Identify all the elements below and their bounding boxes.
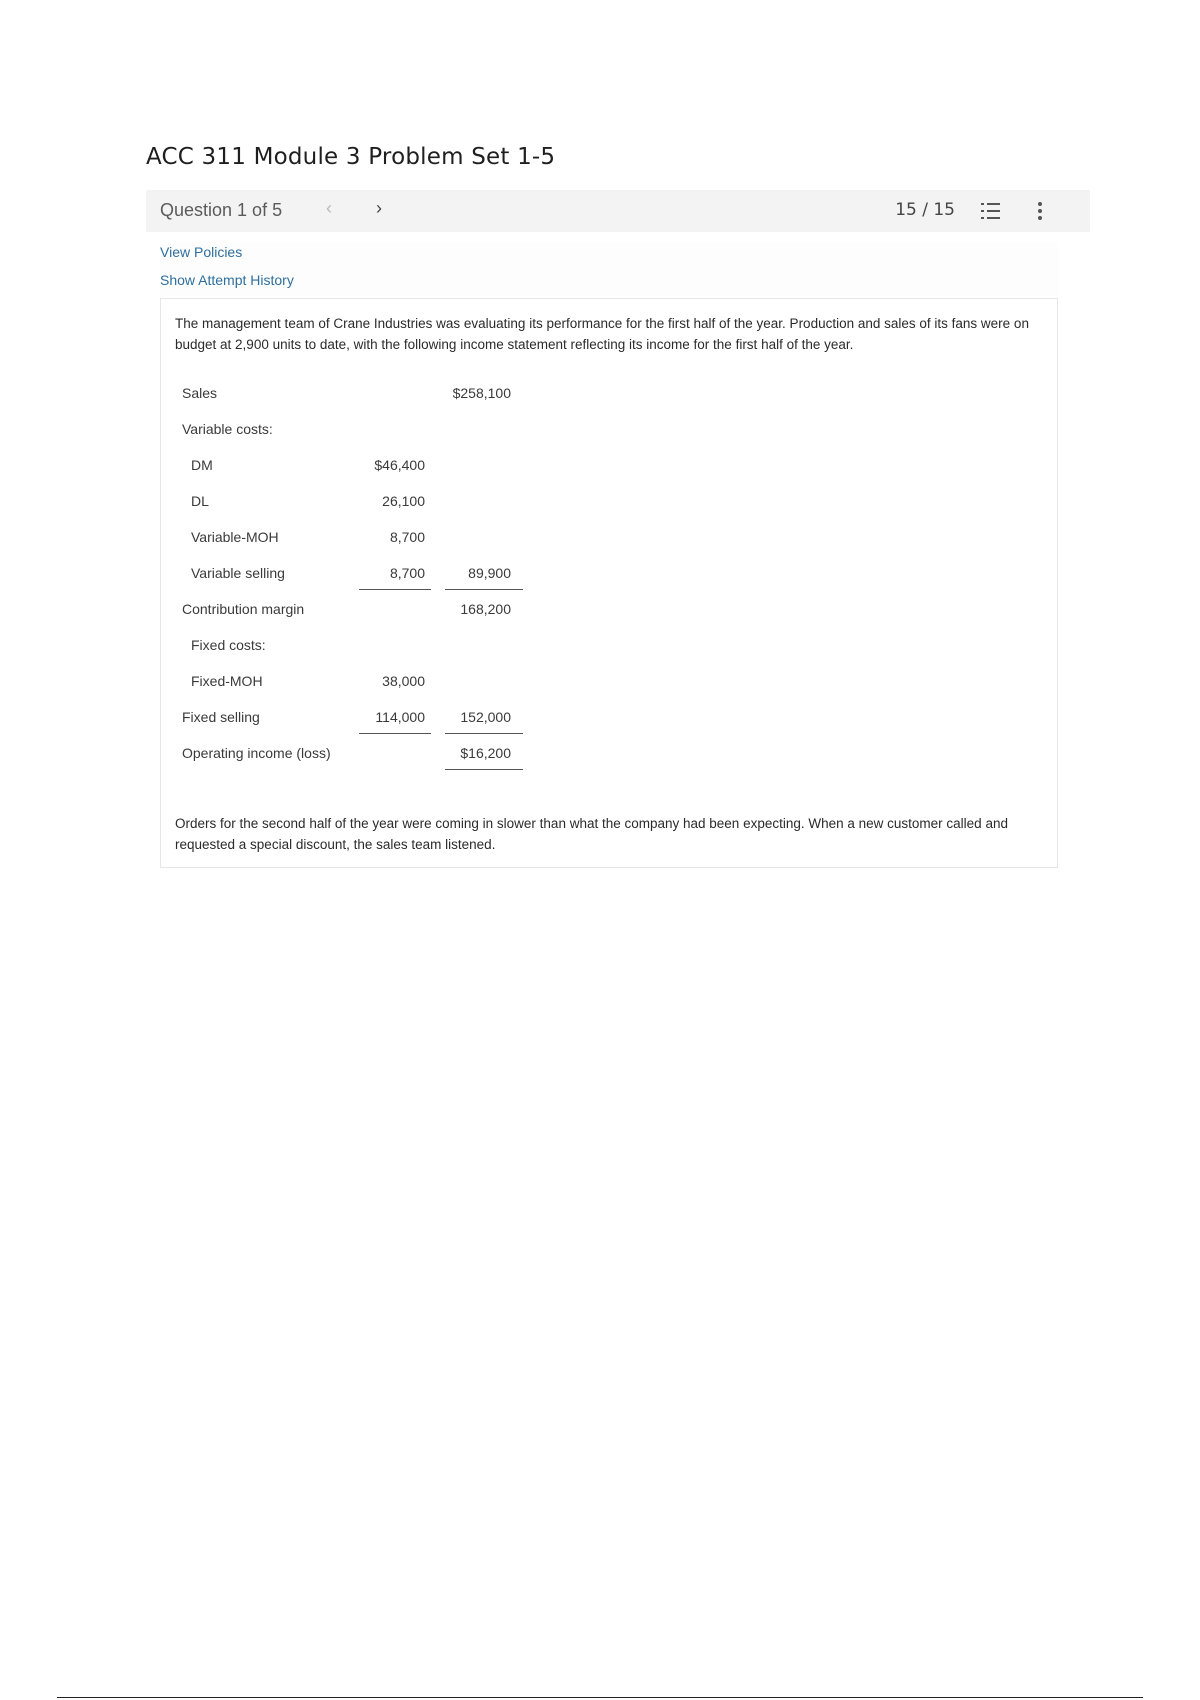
question-links: [160, 242, 1058, 296]
contribution-margin-total: 168,200: [460, 601, 511, 617]
variable-selling-amount: 8,700: [389, 565, 425, 581]
fixed-selling-amount: 114,000: [375, 709, 425, 725]
dm-amount: $46,400: [374, 457, 425, 473]
fixed-moh-amount: 38,000: [382, 673, 425, 689]
dl-label: DL: [191, 493, 209, 509]
variable-costs-total: 89,900: [468, 565, 511, 581]
show-attempt-history-link[interactable]: Show Attempt History: [160, 272, 294, 288]
question-content-card: [160, 298, 1058, 868]
more-options-icon[interactable]: [1036, 201, 1044, 221]
variable-moh-label: Variable-MOH: [191, 529, 279, 545]
question-counter: Question 1 of 5: [160, 200, 283, 220]
fixed-moh-label: Fixed-MOH: [191, 673, 263, 689]
question-list-icon[interactable]: [980, 201, 1002, 221]
sales-total: $258,100: [452, 385, 511, 401]
income-statement: [161, 299, 1059, 799]
total-rule: [445, 769, 523, 770]
page-bottom-divider: [57, 1697, 1143, 1698]
variable-moh-amount: 8,700: [389, 529, 425, 545]
dm-label: DM: [191, 457, 213, 473]
problem-intro-text: The management team of Crane Industries was evaluating its performance for the first half of the year. Production and sales of its fans were on budget at 2,900 units to date, with the following income statement reflecting its income for the first half of the year.: [175, 316, 1029, 352]
fixed-selling-label: Fixed selling: [182, 709, 260, 725]
operating-income-label: Operating income (loss): [182, 745, 331, 761]
variable-selling-label: Variable selling: [191, 565, 285, 581]
subtotal-rule: [445, 589, 523, 590]
view-policies-link[interactable]: View Policies: [160, 244, 243, 260]
next-question-button[interactable]: ›: [376, 198, 382, 218]
fixed-costs-label: Fixed costs:: [191, 637, 266, 653]
question-navigation-bar: [146, 190, 1090, 232]
subtotal-rule: [445, 733, 523, 734]
variable-costs-label: Variable costs:: [182, 421, 273, 437]
fixed-costs-total: 152,000: [460, 709, 511, 725]
subtotal-rule: [359, 733, 431, 734]
subtotal-rule: [359, 589, 431, 590]
operating-income-total: $16,200: [460, 745, 511, 761]
problem-outro-text: Orders for the second half of the year were coming in slower than what the company had been expecting. When a new customer called and requested a special discount, the sales team listened.: [175, 816, 1008, 852]
sales-label: Sales: [182, 385, 218, 401]
contribution-margin-label: Contribution margin: [182, 601, 305, 617]
score-display: 15 / 15: [895, 200, 955, 220]
previous-question-button[interactable]: ‹: [326, 198, 332, 218]
page-title: ACC 311 Module 3 Problem Set 1-5: [146, 144, 556, 170]
dl-amount: 26,100: [382, 493, 425, 509]
